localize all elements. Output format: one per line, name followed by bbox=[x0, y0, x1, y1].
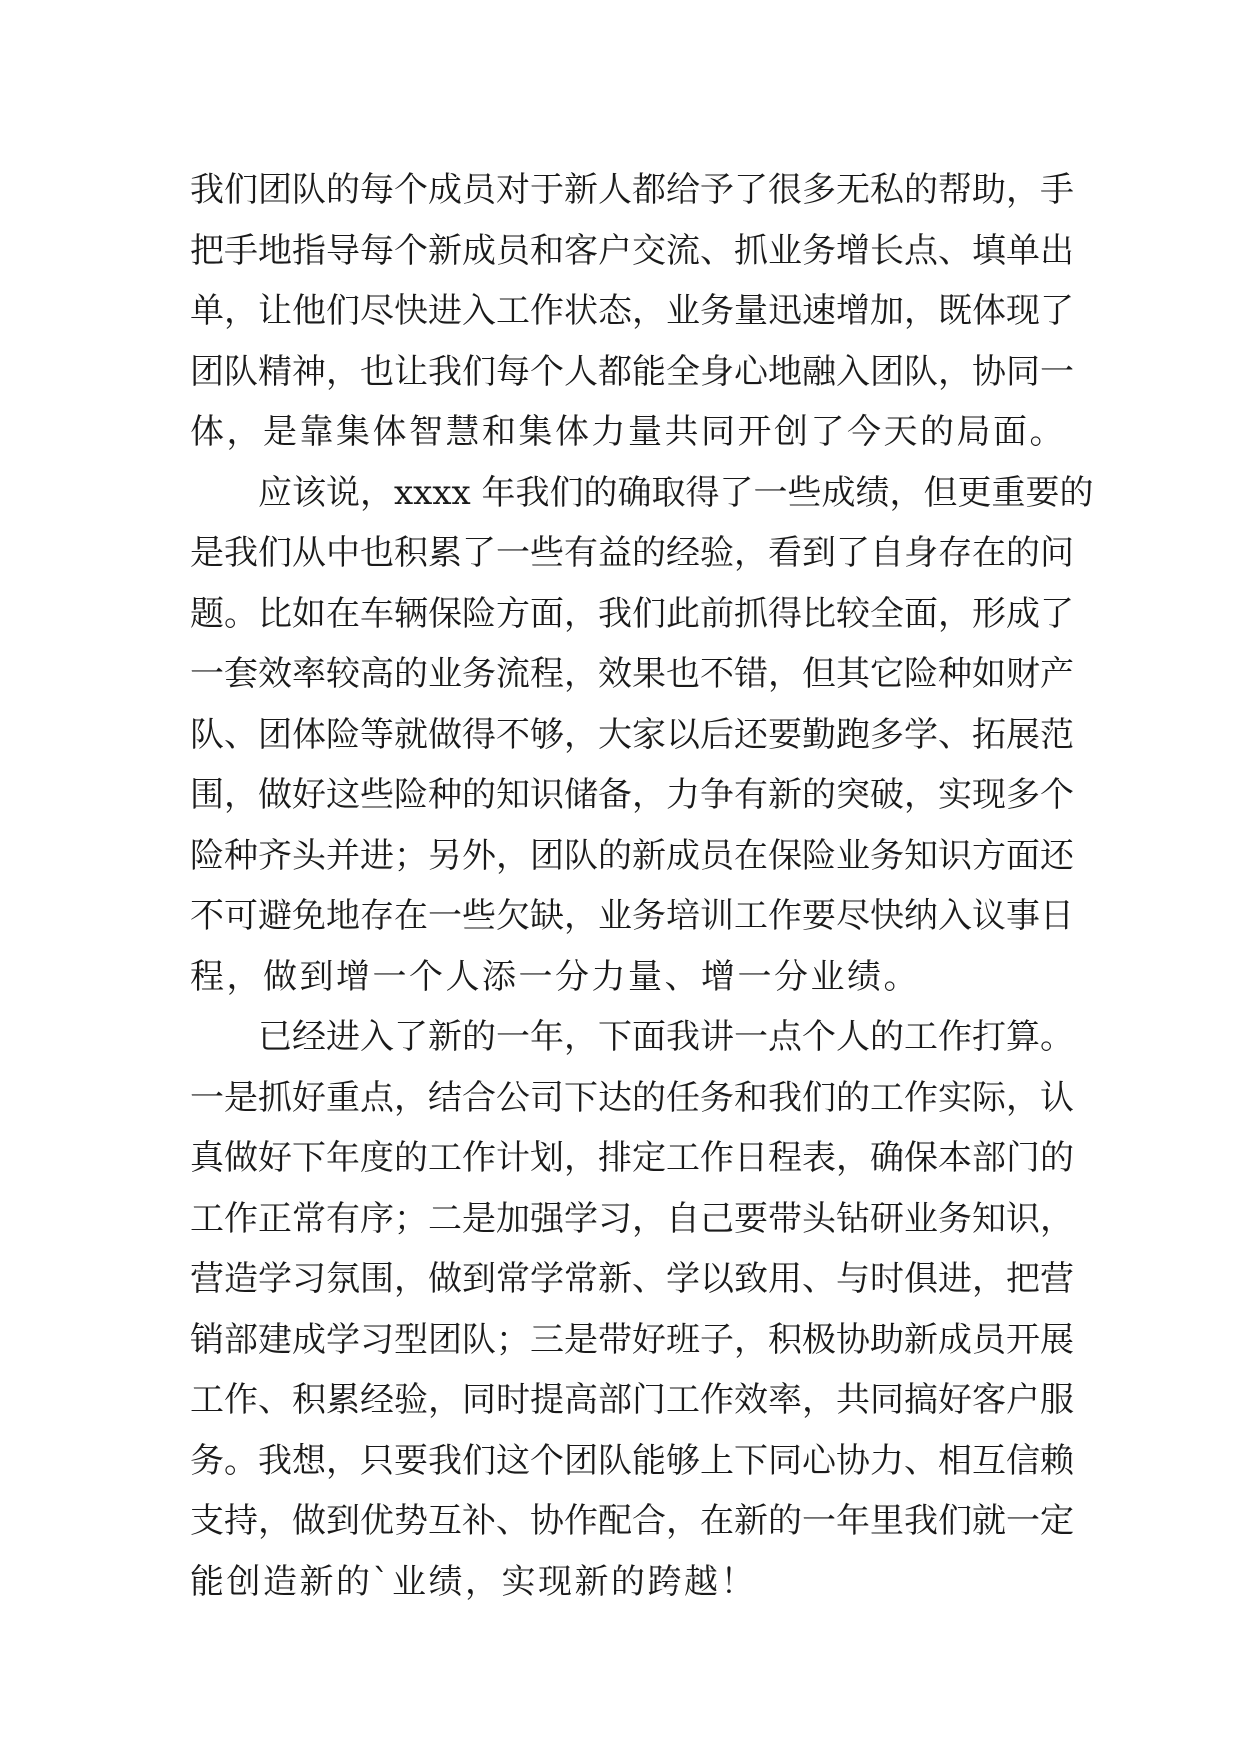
document-body bbox=[190, 160, 1094, 1612]
text-line: 队、团体险等就做得不够，大家以后还要勤跑多学、拓展范 bbox=[190, 714, 1074, 755]
text-line: 我们团队的每个成员对于新人都给予了很多无私的帮助，手 bbox=[190, 170, 1074, 210]
text-line: 题。比如在车辆保险方面，我们此前抓得比较全面，形成了 bbox=[190, 593, 1074, 634]
text-line: 一套效率较高的业务流程，效果也不错，但其它险种如财产 bbox=[190, 654, 1074, 694]
text-line: 把手地指导每个新成员和客户交流、抓业务增长点、填单出 bbox=[190, 230, 1074, 271]
text-line: 工作正常有序；二是加强学习，自己要带头钻研业务知识， bbox=[190, 1198, 1074, 1239]
text-line: 是我们从中也积累了一些有益的经验，看到了自身存在的问 bbox=[190, 533, 1074, 573]
text-line: 工作、积累经验，同时提高部门工作效率，共同搞好客户服 bbox=[190, 1380, 1074, 1420]
text-line: 险种齐头并进；另外，团队的新成员在保险业务知识方面还 bbox=[190, 835, 1074, 876]
text-line: 体，是靠集体智慧和集体力量共同开创了今天的局面。 bbox=[190, 412, 1066, 452]
text-line: 营造学习氛围，做到常学常新、学以致用、与时俱进，把营 bbox=[190, 1259, 1074, 1299]
text-line: 程，做到增一个人添一分力量、增一分业绩。 bbox=[190, 956, 920, 997]
text-line-indented: 已经进入了新的一年，下面我讲一点个人的工作打算。 bbox=[258, 1017, 1074, 1057]
text-line: 不可避免地存在一些欠缺，业务培训工作要尽快纳入议事日 bbox=[190, 896, 1074, 936]
text-line: 真做好下年度的工作计划，排定工作日程表，确保本部门的 bbox=[190, 1138, 1074, 1178]
text-line: 团队精神，也让我们每个人都能全身心地融入团队，协同一 bbox=[190, 351, 1074, 392]
text-line: 务。我想，只要我们这个团队能够上下同心协力、相互信赖 bbox=[190, 1440, 1074, 1481]
text-line: 单，让他们尽快进入工作状态，业务量迅速增加，既体现了 bbox=[190, 291, 1074, 331]
text-line: 一是抓好重点，结合公司下达的任务和我们的工作实际，认 bbox=[190, 1077, 1074, 1118]
text-line: 支持，做到优势互补、协作配合，在新的一年里我们就一定 bbox=[190, 1501, 1074, 1541]
text-line: 围，做好这些险种的知识储备，力争有新的突破，实现多个 bbox=[190, 775, 1074, 815]
text-line: 能创造新的`业绩，实现新的跨越！ bbox=[190, 1561, 757, 1602]
text-line-indented: 应该说，xxxx 年我们的确取得了一些成绩，但更重要的 bbox=[258, 472, 1094, 513]
text-line: 销部建成学习型团队；三是带好班子，积极协助新成员开展 bbox=[190, 1319, 1074, 1360]
